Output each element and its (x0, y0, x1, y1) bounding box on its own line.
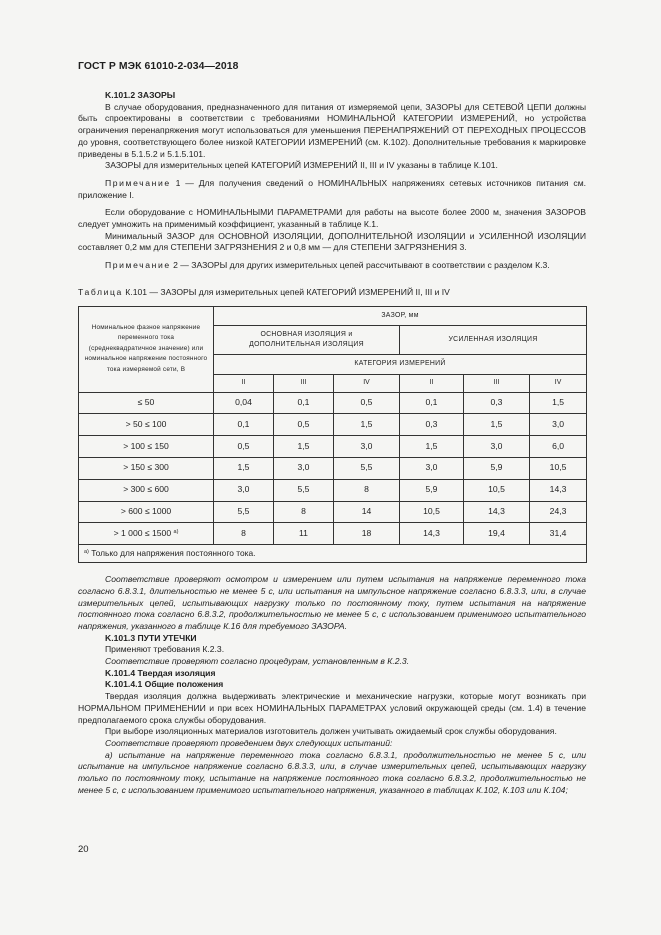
value-cell: 0,5 (334, 392, 400, 414)
value-cell: 0,1 (274, 392, 334, 414)
note-label: Примечание (105, 177, 171, 188)
paragraph: В случае оборудования, предназначенного для питания от измеряемой цепи, ЗАЗОРЫ для СЕТЕВОЙ ЦЕПИ должны быть спроектированы в соответствии с требованиями НОМИНАЛЬНОЙ КАТЕГОРИИ ИЗМЕРЕНИЙ, но устройства ограничения перенапряжения могут использоваться для уменьшения ПЕРЕНАПРЯЖЕНИЙ ОТ ПЕРЕХОДНЫХ ПРОЦЕССОВ до уровня, соответствующего более низкой КАТЕГОРИИ ИЗМЕРЕНИЙ (см. К.102). Дополнительные требования к маркировке приведены в 5.1.5.2 и 5.1.5.101. (78, 101, 586, 159)
voltage-cell: > 600 ≤ 1000 (79, 501, 214, 523)
note-text: 1 — Для получения сведений о НОМИНАЛЬНЫХ напряжениях сетевых источников питания см. приложение I. (78, 177, 586, 200)
document-body (78, 90, 586, 796)
compliance-paragraph: Соответствие проверяют осмотром и измерением или путем испытания на напряжение переменного тока согласно 6.8.3.1, длительностью не менее 5 с, или испытания на импульсное напряжение согласно 6.8.3.3, или, в случае измерительных цепей, испытывающих нагрузку только по постоянному току, путем испытания на напряжение постоянного тока согласно 6.8.3.2, продолжительностью не менее 5 с, с использованием применимого испытательного напряжения, указанного в таблице К.16 для требуемого ЗАЗОРА. (78, 574, 586, 631)
table-row (79, 392, 587, 414)
value-cell: 10,5 (530, 457, 587, 479)
compliance-paragraph: Соответствие проверяют проведением двух следующих испытаний: (105, 737, 393, 748)
value-cell: 31,4 (530, 523, 587, 545)
category-cell: IV (334, 374, 400, 392)
value-cell: 14,3 (464, 501, 530, 523)
value-cell: 1,5 (400, 436, 464, 458)
footnote-text: Только для напряжения постоянного тока. (88, 547, 256, 558)
table-caption-label: Таблица (78, 286, 123, 297)
note-2 (78, 260, 586, 272)
compliance-paragraph: Соответствие проверяют согласно процедурам, установленным в К.2.3. (105, 656, 410, 667)
note-text: 2 — ЗАЗОРЫ для других измерительных цепей рассчитывают в соответствии с разделом К.3. (170, 260, 550, 271)
value-cell: 0,5 (274, 414, 334, 436)
value-cell: 0,3 (400, 414, 464, 436)
value-cell: 5,9 (464, 457, 530, 479)
value-cell: 0,3 (464, 392, 530, 414)
section-heading-k1012: K.101.2 ЗАЗОРЫ (105, 90, 176, 100)
value-cell: 8 (334, 479, 400, 501)
value-cell: 8 (274, 501, 334, 523)
value-cell: 3,0 (464, 436, 530, 458)
value-cell: 1,5 (274, 436, 334, 458)
paragraph: Применяют требования К.2.3. (105, 644, 225, 655)
value-cell: 3,0 (530, 414, 587, 436)
value-cell: 14,3 (400, 523, 464, 545)
value-cell: 10,5 (464, 479, 530, 501)
value-cell: 6,0 (530, 436, 587, 458)
table-row (79, 436, 587, 458)
table-row (79, 501, 587, 523)
value-cell: 1,5 (464, 414, 530, 436)
value-cell: 5,5 (274, 479, 334, 501)
table-caption-text: К.101 — ЗАЗОРЫ для измерительных цепей КАТЕГОРИЙ ИЗМЕРЕНИЙ II, III и IV (122, 286, 450, 297)
table-row (79, 414, 587, 436)
voltage-cell: ≤ 50 (79, 392, 214, 414)
measurement-category-header: КАТЕГОРИЯ ИЗМЕРЕНИЙ (214, 354, 587, 374)
note-label: Примечание (105, 260, 171, 271)
voltage-column-header: Номинальное фазное напряжение переменного тока (среднеквадратичное значение) или номинальное напряжение постоянного тока измеряемой сети, В (79, 306, 214, 392)
value-cell: 5,9 (400, 479, 464, 501)
value-cell: 3,0 (274, 457, 334, 479)
page-number: 20 (78, 844, 89, 855)
value-cell: 0,04 (214, 392, 274, 414)
category-cell: II (400, 374, 464, 392)
table-row (79, 457, 587, 479)
value-cell: 14 (334, 501, 400, 523)
note-1 (78, 178, 586, 201)
document-code-header: ГОСТ Р МЭК 61010-2-034—2018 (78, 61, 239, 72)
category-cell: IV (530, 374, 587, 392)
table-footnote (79, 545, 587, 563)
paragraph: Твердая изоляция должна выдерживать электрические и механические нагрузки, которые могут возникать при НОРМАЛЬНОМ ПРИМЕНЕНИИ и при всех НОМИНАЛЬНЫХ ПАРАМЕТРАХ условий окружающей среды (см. 1.4) в течение предполагаемого срока службы оборудования. (78, 691, 586, 725)
value-cell: 11 (274, 523, 334, 545)
value-cell: 0,1 (400, 392, 464, 414)
voltage-cell: > 300 ≤ 600 (79, 479, 214, 501)
value-cell: 18 (334, 523, 400, 545)
value-cell: 3,0 (334, 436, 400, 458)
value-cell: 8 (214, 523, 274, 545)
value-cell: 1,5 (214, 457, 274, 479)
paragraph: Минимальный ЗАЗОР для ОСНОВНОЙ ИЗОЛЯЦИИ, ДОПОЛНИТЕЛЬНОЙ ИЗОЛЯЦИИ и УСИЛЕННОЙ ИЗОЛЯЦИИ составляет 0,2 мм для СТЕПЕНИ ЗАГРЯЗНЕНИЯ 2 и 0,8 мм — для СТЕПЕНИ ЗАГРЯЗНЕНИЯ 3. (78, 230, 586, 253)
voltage-cell: > 150 ≤ 300 (79, 457, 214, 479)
clearance-header: ЗАЗОР, мм (214, 306, 587, 325)
voltage-text: > 1 000 ≤ 1500 (113, 527, 172, 538)
reinforced-insulation-header: УСИЛЕННАЯ ИЗОЛЯЦИЯ (400, 325, 587, 354)
value-cell: 10,5 (400, 501, 464, 523)
voltage-cell (79, 523, 214, 545)
paragraph: При выборе изоляционных материалов изготовитель должен учитывать ожидаемый срок службы оборудования. (105, 726, 557, 737)
value-cell: 5,5 (334, 457, 400, 479)
basic-supplementary-insulation-header: ОСНОВНАЯ ИЗОЛЯЦИЯ и ДОПОЛНИТЕЛЬНАЯ ИЗОЛЯЦИЯ (214, 325, 400, 354)
value-cell: 1,5 (334, 414, 400, 436)
section-heading-k1014: K.101.4 Твердая изоляция (105, 667, 216, 678)
paragraph: Если оборудование с НОМИНАЛЬНЫМИ ПАРАМЕТРАМИ для работы на высоте более 2000 м, значения ЗАЗОРОВ следует умножить на применимый коэффициент, указанный в таблице К.1. (78, 207, 586, 230)
section-heading-k1013: K.101.3 ПУТИ УТЕЧКИ (105, 632, 197, 643)
voltage-cell: > 100 ≤ 150 (79, 436, 214, 458)
table-caption (78, 287, 586, 299)
value-cell: 3,0 (214, 479, 274, 501)
table-row (79, 479, 587, 501)
value-cell: 1,5 (530, 392, 587, 414)
category-cell: II (214, 374, 274, 392)
value-cell: 0,1 (214, 414, 274, 436)
value-cell: 19,4 (464, 523, 530, 545)
footnote-mark: a) (84, 548, 89, 555)
value-cell: 14,3 (530, 479, 587, 501)
paragraph: ЗАЗОРЫ для измерительных цепей КАТЕГОРИЙ ИЗМЕРЕНИЙ II, III и IV указаны в таблице К.101. (105, 160, 498, 171)
value-cell: 24,3 (530, 501, 587, 523)
value-cell: 5,5 (214, 501, 274, 523)
value-cell: 0,5 (214, 436, 274, 458)
voltage-cell: > 50 ≤ 100 (79, 414, 214, 436)
category-cell: III (464, 374, 530, 392)
clearance-table (78, 306, 587, 564)
table-row (79, 523, 587, 545)
compliance-list-item: а) испытание на напряжение переменного тока согласно 6.8.3.1, продолжительностью не менее 5 с, или испытание на импульсное напряжение согласно 6.8.3.3, или, в случае измерительных цепей, испытывающих нагрузку только по постоянному току, испытание на напряжение постоянного тока согласно 6.8.3.2, продолжительностью не менее 5 с, с использованием применимого испытательного напряжения, указанного в таблицах К.102, К.103 или К.104; (78, 749, 586, 795)
category-cell: III (274, 374, 334, 392)
value-cell: 3,0 (400, 457, 464, 479)
footnote-ref: a) (173, 528, 179, 535)
section-heading-k10141: K.101.4.1 Общие положения (105, 679, 224, 690)
